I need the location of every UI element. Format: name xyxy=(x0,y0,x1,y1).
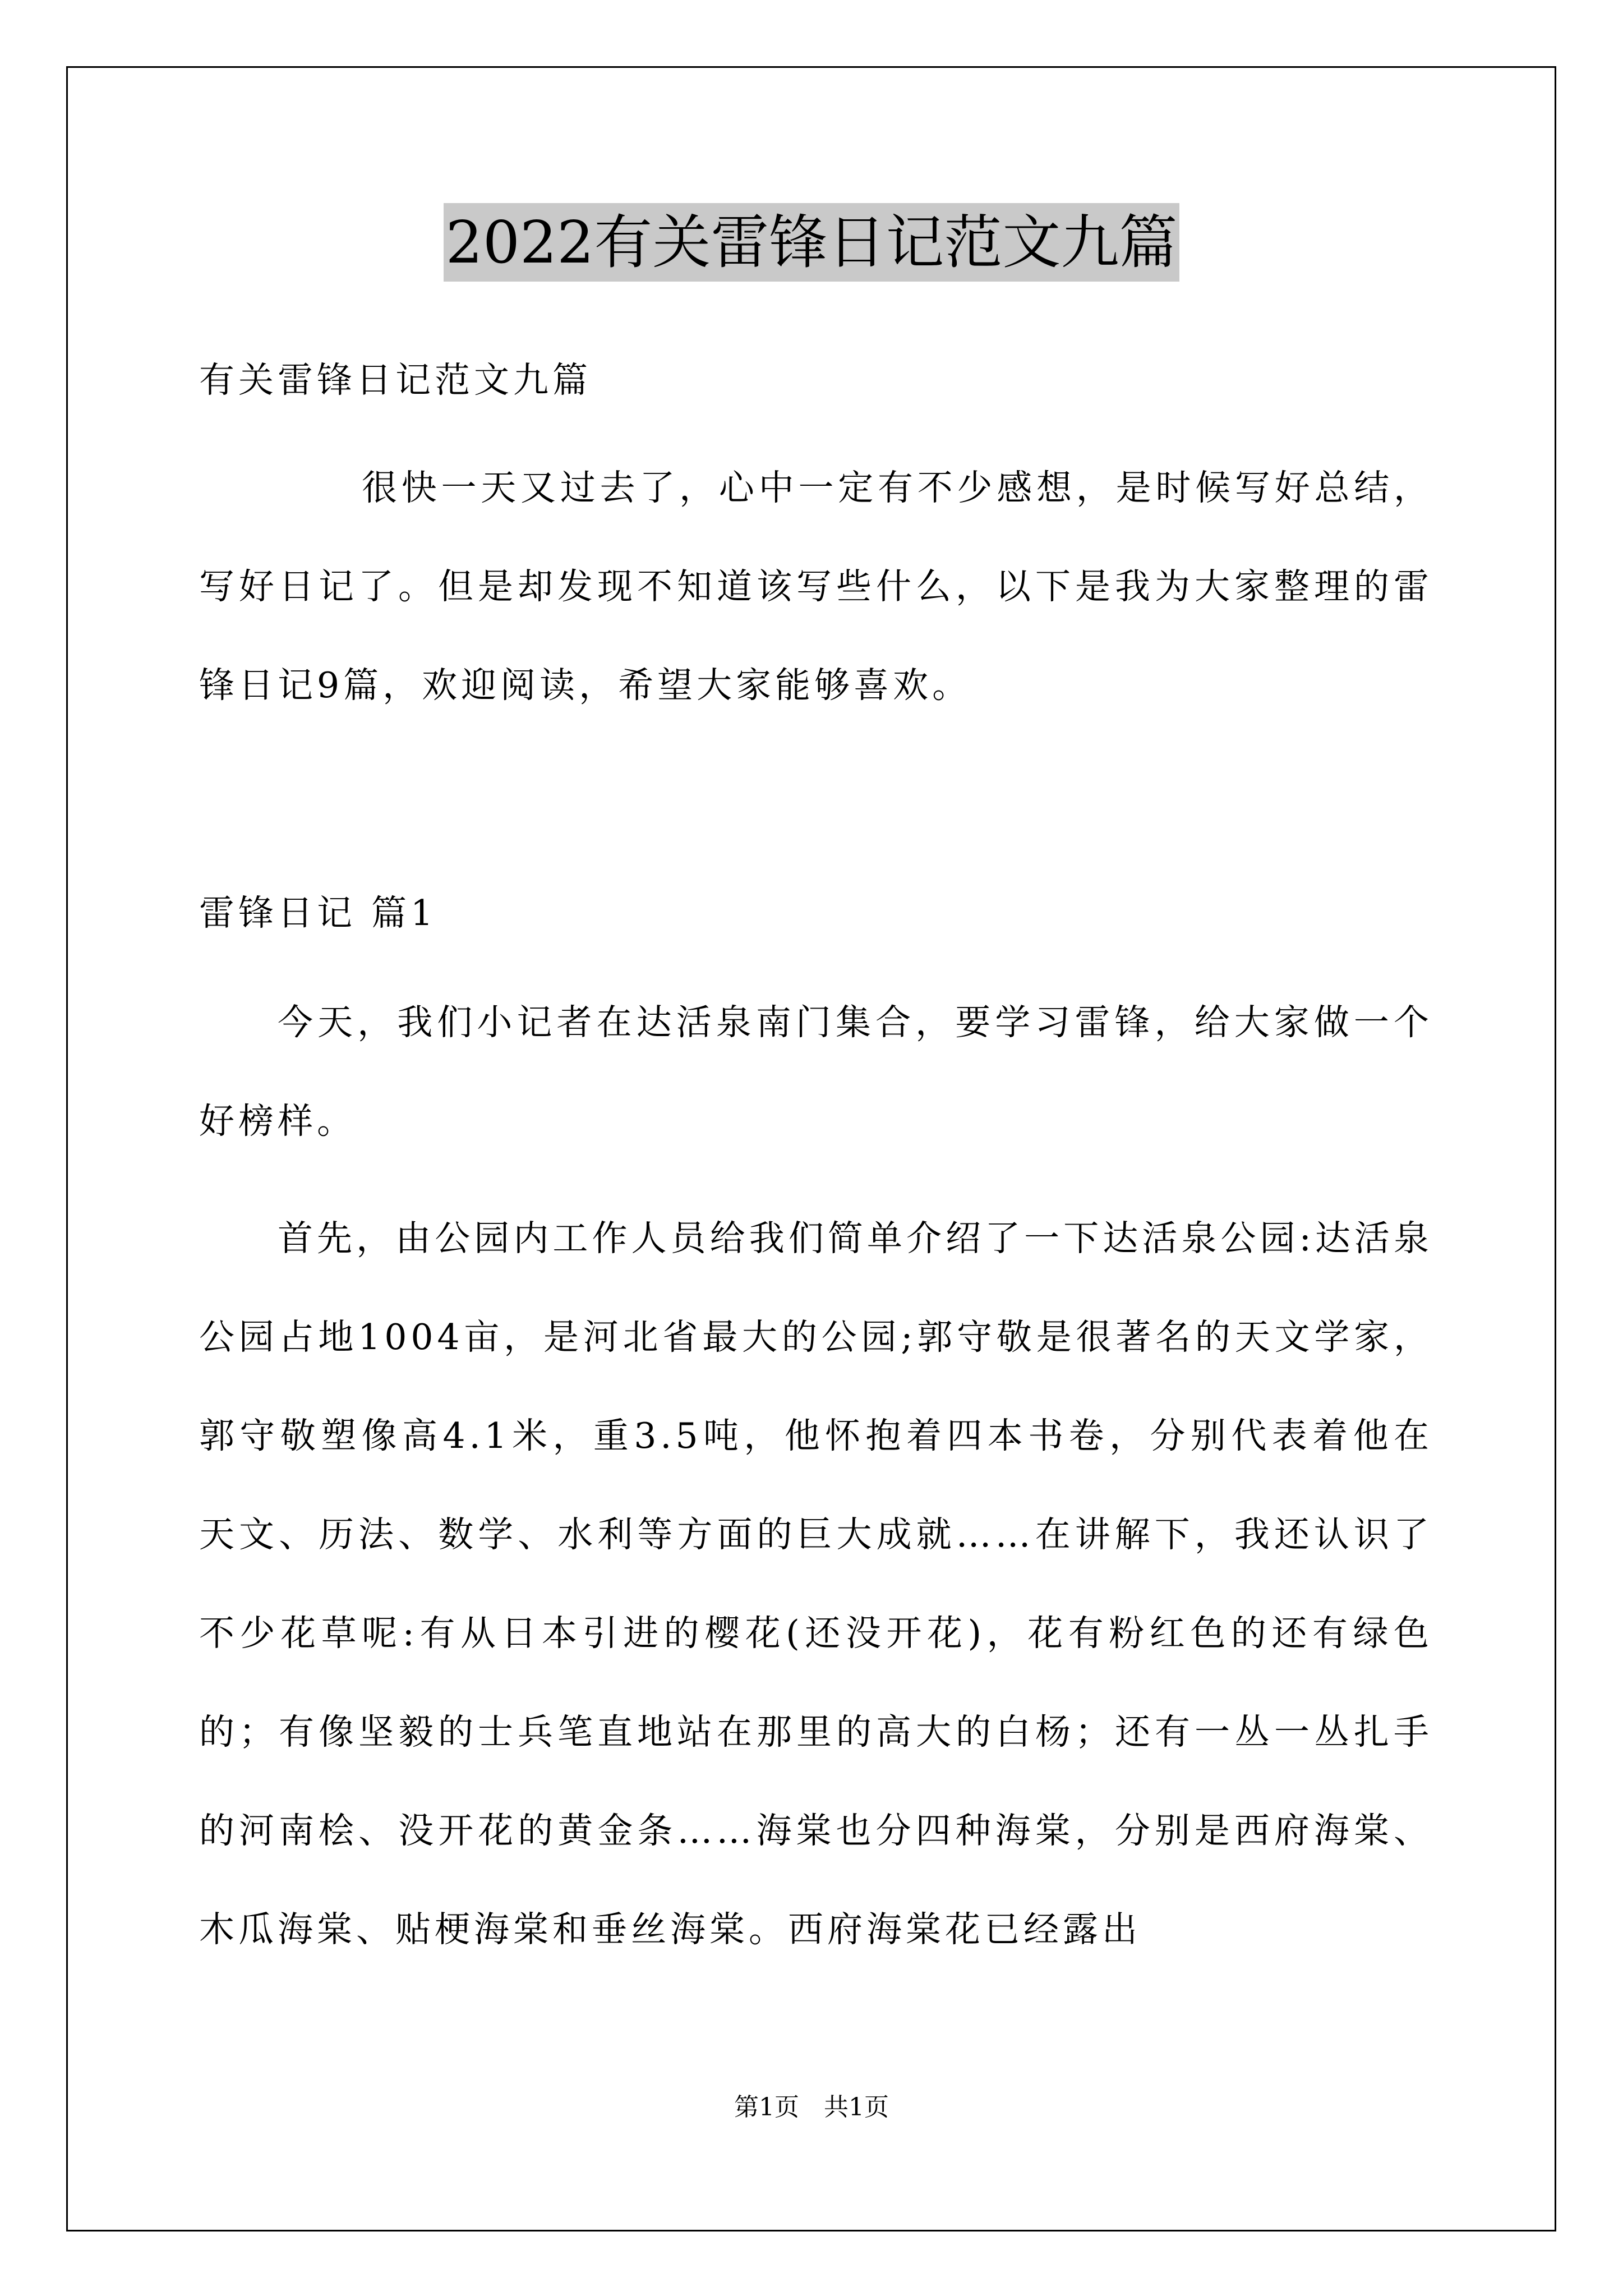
body-paragraph: 首先，由公园内工作人员给我们简单介绍了一下达活泉公园:达活泉公园占地1004亩，是河北省最大的公园;郭守敬是很著名的天文学家，郭守敬塑像高4.1米，重3.5吨，他怀抱着四本书卷，分别代表着他在天文、历法、数学、水利等方面的巨大成就……在讲解下，我还认识了不少花草呢:有从日本引进的樱花(还没开花)，花有粉红色的还有绿色的；有像坚毅的士兵笔直地站在那里的高大的白杨；还有一丛一丛扎手的河南桧、没开花的黄金条……海棠也分四种海棠，分别是西府海棠、木瓜海棠、贴梗海棠和垂丝海棠。西府海棠花已经露出 xyxy=(199,1218,1433,1950)
document-title: 2022有关雷锋日记范文九篇 xyxy=(444,203,1180,282)
body-paragraph: 今天，我们小记者在达活泉南门集合，要学习雷锋，给大家做一个好榜样。 xyxy=(199,1002,1433,1142)
intro-paragraph: 很快一天又过去了，心中一定有不少感想，是时候写好总结，写好日记了。但是却发现不知道该写些什么，以下是我为大家整理的雷锋日记9篇，欢迎阅读，希望大家能够喜欢。 xyxy=(199,467,1433,706)
section-heading: 雷锋日记 篇1 xyxy=(199,892,437,933)
document-subtitle: 有关雷锋日记范文九篇 xyxy=(199,360,592,401)
page-number-footer: 第1页 共1页 xyxy=(734,2093,889,2122)
document-title-block xyxy=(0,203,1623,282)
